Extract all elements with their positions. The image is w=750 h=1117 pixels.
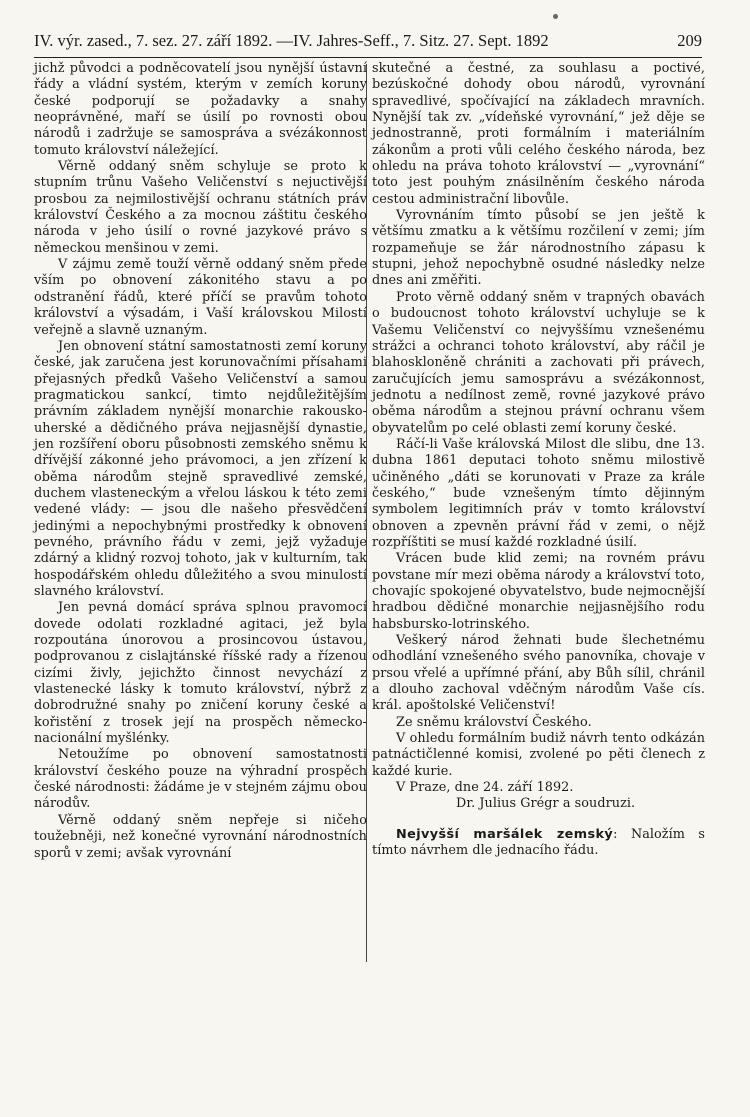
page-number: 209 [677, 31, 702, 50]
signature: Dr. Julius Grégr a soudruzi. [456, 796, 636, 812]
paragraph: Věrně oddaný sněm schyluje se proto k stupním trůnu Vašeho Veličenství s nejuctivější prosbou za nejmilostivější ochranu státních práv království Českého a za mocnou záštitu českého národa v jeho úsilí o rovné jazykové právo s německou menšinou v zemi. [34, 159, 367, 256]
marshal-statement [372, 827, 705, 860]
running-header [34, 31, 702, 53]
paragraph: jichž původci a podněcovatelí jsou nynější ústavní řády a vládní systém, kterým v zemích koruny české podporují se požadavky a snahy neoprávněné, maří se úsilí po rovnosti obou národů i zadržuje se samospráva a svézákonnost tomuto království náležející. [34, 61, 367, 158]
speaker-name: Nejvyšší maršálek zemský [396, 826, 614, 842]
left-column [34, 61, 367, 862]
paragraph: Jen obnovení státní samostatnosti zemí koruny české, jak zaručena jest korunovačními přísahami přejasných předků Vašeho Veličenství a samou pragmatickou sankcí, timto nejdůležitějším právním základem nynější monarchie rakousko-uherské a dědičného práva nejjasnější dynastie, jen rozšíření oboru působnosti zemského sněmu k dřívější zákonné jeho právomoci, a jen zřízení k oběma národům stejně spravedlivé zemské, duchem vlasteneckým a vřelou láskou k této zemi vedené vlády: — jsou dle našeho přesvědčení jedinými a nepochybnými prostředky k obnovení pevného, právního řádu v zemi, jejž vyžaduje zdárný a klidný rozvoj tohoto, jak v kulturním, tak hospodářském ohledu důležitého a svou minulostí slavného království. [34, 338, 367, 599]
speaker-text: : Naložím s tímto návrhem dle jednacího řádu. [372, 826, 705, 859]
paragraph: Netoužíme po obnovení samostatnosti království českého pouze na výhradní prospěch české národnosti: žádáme je v stejném zájmu obou národův. [34, 747, 367, 812]
paragraph: V zájmu země touží věrně oddaný sněm přede vším po obnovení zákonitého stavu a po odstranění řádů, které příčí se pravům tohoto království a výsadám, i Vaší královskou Milostí veřejně a slavně uznaným. [34, 257, 367, 338]
header-title: IV. výr. zased., 7. sez. 27. září 1892. —IV. Jahres-Seff., 7. Sitz. 27. Sept. 1892 [34, 31, 549, 50]
closing-line: Ze sněmu království Českého. [396, 714, 592, 730]
paragraph: Ráčí-li Vaše královská Milost dle slibu, dne 13. dubna 1861 deputaci tohoto sněmu milostivě učiněného „dáti se korunovati v Praze za krále českého,“ bude vznešeným tímto dějinným symbolem legitimních práv v tomto království obnoven a zpevněn právní řád v zemi, o nějž rozpříštiti se musí každé rozkladné úsilí. [372, 436, 705, 550]
paragraph: Veškerý národ žehnati bude šlechetnému odhodlání vznešeného svého panovníka, chovaje v prsou vřelé a upřímné přání, aby Bůh sílil, chránil a dlouho zachoval vděčným národům Vaše cís. král. apoštolské Veličenství! [372, 633, 705, 714]
header-rule [34, 57, 702, 58]
ink-dot [553, 14, 558, 19]
paragraph: Jen pevná domácí správa splnou pravomocí dovede odolati rozkladné agitaci, jež byla rozpoutána únorovou a prosincovou ústavou, podprovanou z cislajtánské říšské rady a řízenou cizími živly, jejichžto činnost nevychází z vlastenecké lásky k tomuto království, nýbrž z dobrodružné snahy po zničení koruny české a kořistění z trosek její na prospěch německo-nacionální myšlénky. [34, 600, 367, 747]
paragraph: skutečné a čestné, za souhlasu a poctivé, bezúskočné dohody obou národů, vyrovnání spravedlivé, spočívající na základech mravních. Nynější tak zv. „vídeňské vyrovnání,“ jež děje se jednostranně, proti formálním i materiálním zákonům a proti vůli celého českého národa, bez ohledu na práva tohoto království — „vyrovnání“ toto jest pouhým znásilněním českého národa cestou administrační libovůle. [372, 61, 705, 207]
date-line: V Praze, dne 24. září 1892. [396, 780, 574, 796]
right-column [372, 61, 705, 860]
paragraph: Vrácen bude klid zemi; na rovném právu povstane mír mezi oběma národy a království toto, chovajíc spokojené obyvatelstvo, bude nejmocnější hradbou dědičné monarchie nejjasnějšího rodu habsbursko-lotrinského. [372, 551, 705, 632]
paragraph: V ohledu formálním budiž návrh tento odkázán patnáctičlenné komisi, zvolené po pěti členech z každé kurie. [372, 731, 705, 779]
paragraph: Vyrovnáním tímto působí se jen ještě k většímu zmatku a k většímu rozčilení v zemi; jím rozpameňuje se žár národnostního zápasu k stupni, jehož nepochybně osudné následky nelze dnes ani změřiti. [372, 208, 705, 289]
paragraph: Věrně oddaný sněm nepřeje si ničeho toužebněji, než konečné vyrovnání národnostních sporů v zemi; avšak vyrovnání [34, 812, 367, 861]
paragraph: Proto věrně oddaný sněm v trapných obavách o budoucnost tohoto království uchyluje se k Vašemu Veličenství co nejvyššímu vznešenému strážci a ochranci tohoto království, aby ráčil je blahoskloněně chrániti a zachovati při právech, zaručujících jemu samosprávu a svézákonnost, jednotu a nedílnost země, rovné jazykové právo oběma národům a stejnou právní ochranu všem obyvatelům po celé oblasti zemí koruny české. [372, 289, 705, 436]
